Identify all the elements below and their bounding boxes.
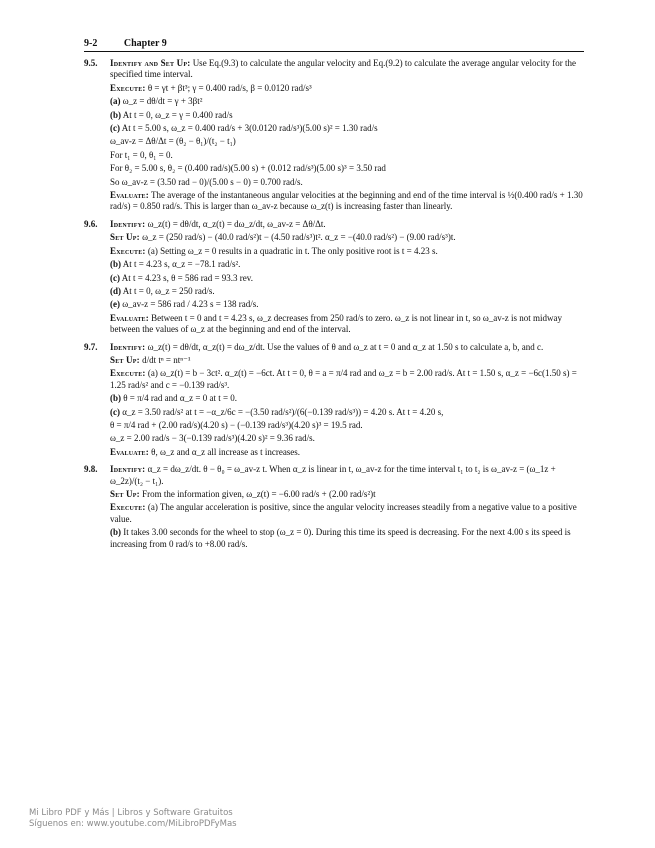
identify-label: Identify: (110, 464, 146, 475)
identify-label: Identify and Set Up: (110, 58, 191, 68)
problem-number: 9.6. (84, 218, 98, 229)
problem-line (110, 313, 584, 336)
chapter-title: Chapter 9 (123, 38, 167, 49)
running-header (84, 38, 584, 49)
line-text: ω_z(t) = dθ/dt, α_z(t) = dω_z/dt. Use the values of θ and ω_z at t = 0 and α_z at 1.50 s to calculate a, b, and c. (147, 341, 544, 352)
part-label: (c) (110, 406, 120, 417)
footer-line-1: Mi Libro PDF y Más | Libros y Software Gratuitos (29, 808, 233, 818)
watermark-footer (29, 808, 237, 830)
part-label: (b) (110, 527, 121, 538)
line-text: It takes 3.00 seconds for the wheel to stop (ω_z = 0). During this time its speed is decreasing. For the next 4.00 s its speed is increasing from 0 rad/s to +8.00 rad/s. (110, 527, 571, 549)
line-text: θ = γt + βt³; γ = 0.400 rad/s, β = 0.0120 rad/s³ (147, 82, 312, 93)
problem-line (110, 502, 584, 525)
line-text: For t₁ = 0, θ₁ = 0. (110, 149, 173, 160)
problem-number: 9.8. (84, 464, 98, 475)
identify-label: Identify: (110, 218, 146, 229)
problem-line (110, 83, 584, 94)
problem-9-8 (84, 464, 584, 550)
problem-number: 9.5. (84, 58, 98, 68)
line-text: α_z = 3.50 rad/s² at t = −α_z/6c = −(3.50 rad/s²)/(6(−0.139 rad/s³)) = 4.20 s. At t = 4.20 s, (122, 406, 444, 417)
problem-line (110, 219, 584, 230)
problem-line (110, 342, 584, 353)
part-label: (c) (110, 272, 120, 283)
problem-line (110, 232, 584, 243)
part-label: (a) (110, 96, 121, 107)
part-label: (c) (110, 123, 120, 134)
evaluate-label: Evaluate: (110, 446, 149, 457)
line-text: d/dt tⁿ = ntⁿ⁻¹ (142, 354, 191, 365)
problem-line (110, 299, 584, 310)
problem-line (110, 163, 584, 174)
execute-label: Execute: (110, 245, 146, 256)
problem-line (110, 393, 584, 404)
line-text: At t = 5.00 s, ω_z = 0.400 rad/s + 3(0.0120 rad/s³)(5.00 s)² = 1.30 rad/s (121, 123, 378, 134)
problem-line (110, 368, 584, 391)
problem-line (110, 420, 584, 431)
execute-label: Execute: (110, 502, 146, 513)
part-label: (b) (110, 393, 121, 404)
line-text: From the information given, ω_z(t) = −6.00 rad/s + (2.00 rad/s²)t (142, 489, 376, 499)
part-label: (e) (110, 299, 120, 310)
evaluate-label: Evaluate: (110, 312, 149, 323)
line-text: θ = π/4 rad + (2.00 rad/s)(4.20 s) − (−0.139 rad/s³)(4.20 s)³ = 19.5 rad. (110, 419, 363, 430)
line-text: So ω_av-z = (3.50 rad − 0)/(5.00 s − 0) = 0.700 rad/s. (110, 176, 303, 187)
setup-label: Set Up: (110, 354, 140, 365)
line-text: Between t = 0 and t = 4.23 s, ω_z decreases from 250 rad/s to zero. ω_z is not linear in t, so ω_av-z is not midway between the values of ω_z at the beginning and end of the interval. (110, 312, 562, 335)
line-text: At t = 0, ω_z = 250 rad/s. (122, 285, 215, 296)
part-label: (d) (110, 285, 121, 296)
problem-line (110, 489, 584, 500)
line-text: At t = 4.23 s, α_z = −78.1 rad/s². (122, 259, 241, 270)
line-text: For θ₂ = 5.00 s, θ₂ = (0.400 rad/s)(5.00 s) + (0.012 rad/s³)(5.00 s)³ = 3.50 rad (110, 163, 386, 174)
line-text: The average of the instantaneous angular velocities at the beginning and end of the time interval is ½(0.400 rad/s + 1.30 rad/s) = 0.850 rad/s. This is larger than ω_av-z because ω_z(t) is increasing faster than linearly. (110, 190, 583, 212)
execute-label: Execute: (110, 82, 146, 93)
part-label: (b) (110, 259, 121, 270)
problem-line (110, 150, 584, 161)
line-text: At t = 4.23 s, θ = 586 rad = 93.3 rev. (121, 272, 253, 283)
footer-line-2: Síguenos en: www.youtube.com/MiLibroPDFyMas (29, 819, 237, 829)
problem-line (110, 110, 584, 121)
problem-line (110, 433, 584, 444)
setup-label: Set Up: (110, 489, 140, 499)
problem-line (110, 447, 584, 458)
line-text: (a) Setting ω_z = 0 results in a quadratic in t. The only positive root is t = 4.23 s. (147, 245, 438, 256)
line-text: At t = 0, ω_z = γ = 0.400 rad/s (122, 109, 233, 120)
line-text: Use Eq.(9.3) to calculate the angular velocity and Eq.(9.2) to calculate the average angular velocity for the specified time interval. (110, 58, 577, 80)
problem-number: 9.7. (84, 341, 98, 352)
line-text: θ = π/4 rad and α_z = 0 at t = 0. (123, 393, 238, 404)
problem-line (110, 177, 584, 188)
line-text: α_z = dω_z/dt. θ − θ₀ = ω_av-z t. When α_z is linear in t, ω_av-z for the time interval t₁ to t₂ is ω_av-z = (ω_1z + ω_2z)/(t₂ − t₁). (110, 464, 556, 486)
line-text: ω_av-z = 586 rad / 4.23 s = 138 rad/s. (122, 299, 259, 310)
problem-list (84, 58, 584, 556)
problem-body (110, 219, 584, 336)
problem-line (110, 58, 584, 81)
problem-line (110, 355, 584, 366)
problem-body (110, 342, 584, 459)
line-text: ω_z = 2.00 rad/s − 3(−0.139 rad/s³)(4.20 s)² = 9.36 rad/s. (110, 433, 315, 444)
problem-9-6 (84, 219, 584, 336)
problem-line (110, 96, 584, 107)
problem-line (110, 246, 584, 257)
problem-body (110, 58, 584, 213)
problem-line (110, 190, 584, 213)
part-label: (b) (110, 109, 121, 120)
problem-line (110, 136, 584, 147)
evaluate-label: Evaluate: (110, 190, 149, 201)
line-text: (a) ω_z(t) = b − 3ct². α_z(t) = −6ct. At t = 0, θ = a = π/4 rad and ω_z = b = 2.00 rad/s. At t = 1.50 s, α_z = −6c(1.50 s) = 1.25 rad/s² and c = −0.139 rad/s³. (110, 368, 577, 390)
line-text: ω_z(t) = dθ/dt, α_z(t) = dω_z/dt, ω_av-z = Δθ/Δt. (147, 218, 326, 229)
line-text: ω_z = dθ/dt = γ + 3βt² (122, 96, 203, 107)
line-text: ω_z = (250 rad/s) − (40.0 rad/s²)t − (4.50 rad/s³)t². α_z = −(40.0 rad/s²) − (9.00 rad/s³)t. (142, 232, 456, 243)
problem-line (110, 286, 584, 297)
identify-label: Identify: (110, 341, 146, 352)
problem-line (110, 527, 584, 550)
problem-line (110, 259, 584, 270)
line-text: ω_av-z = Δθ/Δt = (θ₂ − θ₁)/(t₂ − t₁) (110, 136, 236, 147)
problem-line (110, 123, 584, 134)
problem-line (110, 273, 584, 284)
problem-body (110, 464, 584, 550)
line-text: (a) The angular acceleration is positive, since the angular velocity increases steadily from a negative value to a positive value. (110, 502, 577, 524)
problem-9-5 (84, 58, 584, 213)
line-text: θ, ω_z and α_z all increase as t increases. (151, 446, 301, 457)
problem-line (110, 407, 584, 418)
execute-label: Execute: (110, 368, 146, 379)
setup-label: Set Up: (110, 232, 140, 243)
page-number: 9-2 (84, 38, 98, 49)
header-rule (84, 51, 584, 52)
problem-line (110, 464, 584, 487)
problem-9-7 (84, 342, 584, 459)
